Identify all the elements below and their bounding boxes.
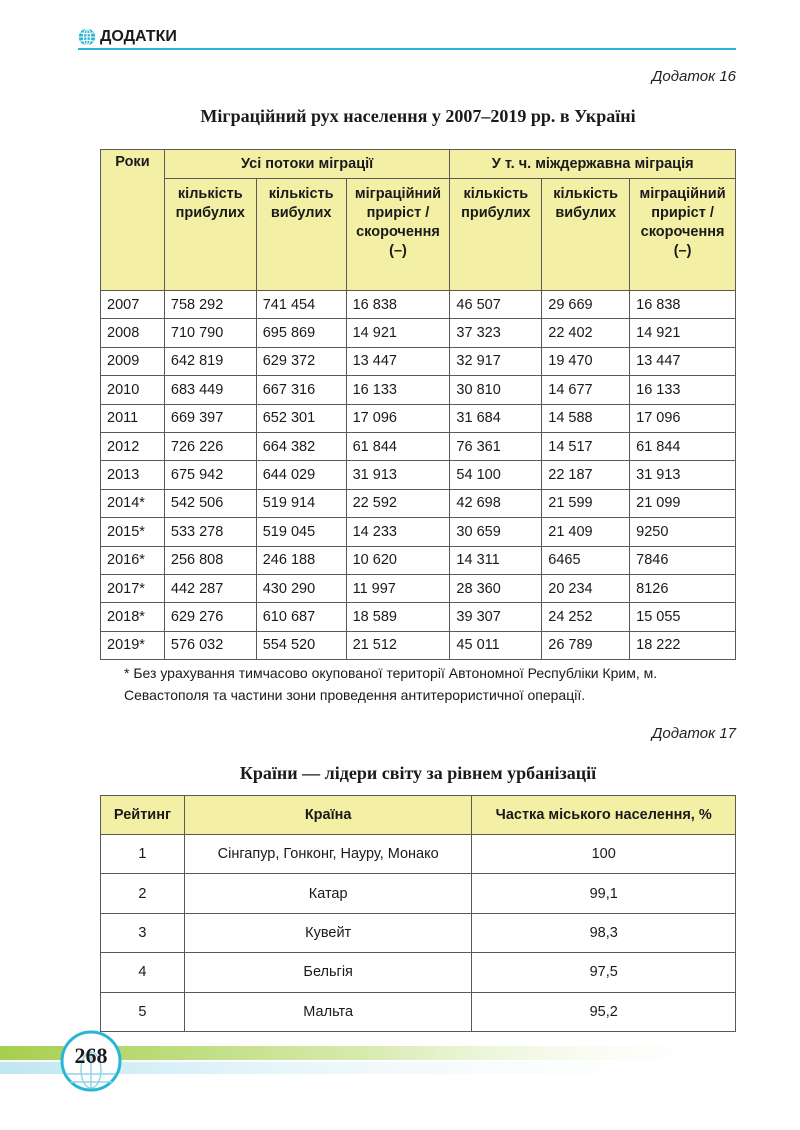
cell: 14 921 <box>630 319 736 347</box>
cell-year: 2017* <box>101 574 165 602</box>
cell: 14 921 <box>346 319 450 347</box>
cell: 519 045 <box>256 518 346 546</box>
appendix-17-label: Додаток 17 <box>651 725 736 742</box>
cell-country: Кувейт <box>184 913 471 952</box>
cell: 14 311 <box>450 546 542 574</box>
cell: 629 372 <box>256 347 346 375</box>
urbanization-table <box>100 795 736 1032</box>
col-interstate-departures: кількість вибулих <box>542 179 630 291</box>
cell: 24 252 <box>542 603 630 631</box>
table-row <box>101 835 736 874</box>
cell-year: 2011 <box>101 404 165 432</box>
globe-icon <box>78 28 96 46</box>
cell: 61 844 <box>346 432 450 460</box>
cell: 18 222 <box>630 631 736 659</box>
cell: 442 287 <box>164 574 256 602</box>
table-row <box>101 546 736 574</box>
cell: 246 188 <box>256 546 346 574</box>
table-row <box>101 319 736 347</box>
table-row <box>101 347 736 375</box>
cell-rank: 4 <box>101 953 185 992</box>
footnote: * Без урахування тимчасово окупованої території Автономної Республіки Крим, м. Севастополя та частини зони проведення антитерористичної операції. <box>124 665 658 703</box>
cell-year: 2013 <box>101 461 165 489</box>
table-row <box>101 992 736 1031</box>
cell-year: 2010 <box>101 376 165 404</box>
col-years: Роки <box>101 150 165 291</box>
page-number: 268 <box>74 1043 108 1068</box>
cell: 15 055 <box>630 603 736 631</box>
cell-year: 2016* <box>101 546 165 574</box>
cell-year: 2014* <box>101 489 165 517</box>
col-departures: кількість вибулих <box>256 179 346 291</box>
cell: 758 292 <box>164 291 256 319</box>
cell: 28 360 <box>450 574 542 602</box>
cell-share: 98,3 <box>472 913 736 952</box>
cell: 22 402 <box>542 319 630 347</box>
header-divider <box>78 48 736 50</box>
cell: 519 914 <box>256 489 346 517</box>
cell: 13 447 <box>346 347 450 375</box>
cell: 610 687 <box>256 603 346 631</box>
cell: 46 507 <box>450 291 542 319</box>
cell-year: 2008 <box>101 319 165 347</box>
cell-country: Мальта <box>184 992 471 1031</box>
cell: 54 100 <box>450 461 542 489</box>
cell: 18 589 <box>346 603 450 631</box>
cell: 20 234 <box>542 574 630 602</box>
table-row <box>101 518 736 546</box>
cell: 14 233 <box>346 518 450 546</box>
col-interstate-growth: міграційний приріст / скорочення (–) <box>630 179 736 291</box>
cell-share: 99,1 <box>472 874 736 913</box>
cell: 533 278 <box>164 518 256 546</box>
cell-year: 2019* <box>101 631 165 659</box>
cell-year: 2009 <box>101 347 165 375</box>
col-interstate-arrivals: кількість прибулих <box>450 179 542 291</box>
cell: 13 447 <box>630 347 736 375</box>
cell: 17 096 <box>346 404 450 432</box>
cell: 26 789 <box>542 631 630 659</box>
cell: 31 913 <box>630 461 736 489</box>
cell: 652 301 <box>256 404 346 432</box>
cell: 664 382 <box>256 432 346 460</box>
cell-year: 2015* <box>101 518 165 546</box>
col-growth: міграційний приріст / скорочення (–) <box>346 179 450 291</box>
appendix-16-label: Додаток 16 <box>651 68 736 85</box>
table-row <box>101 574 736 602</box>
cell: 31 913 <box>346 461 450 489</box>
section-title: ДОДАТКИ <box>100 28 177 45</box>
cell: 629 276 <box>164 603 256 631</box>
col-urban-share: Частка міського населення, % <box>472 796 736 835</box>
cell: 22 187 <box>542 461 630 489</box>
cell: 644 029 <box>256 461 346 489</box>
cell: 669 397 <box>164 404 256 432</box>
col-group-interstate: У т. ч. міждержавна міграція <box>450 150 736 179</box>
cell: 21 512 <box>346 631 450 659</box>
cell-rank: 1 <box>101 835 185 874</box>
cell-rank: 3 <box>101 913 185 952</box>
table-row <box>101 376 736 404</box>
col-rating: Рейтинг <box>101 796 185 835</box>
appendix-16-title: Міграційний рух населення у 2007–2019 рр. в Україні <box>200 106 636 126</box>
cell-year: 2012 <box>101 432 165 460</box>
table-row <box>101 631 736 659</box>
cell: 37 323 <box>450 319 542 347</box>
cell-country: Бельгія <box>184 953 471 992</box>
cell: 14 517 <box>542 432 630 460</box>
cell: 30 810 <box>450 376 542 404</box>
cell: 741 454 <box>256 291 346 319</box>
table-row <box>101 603 736 631</box>
table-row <box>101 874 736 913</box>
table-row <box>101 291 736 319</box>
cell: 14 677 <box>542 376 630 404</box>
cell: 16 133 <box>346 376 450 404</box>
cell: 45 011 <box>450 631 542 659</box>
cell: 8126 <box>630 574 736 602</box>
table-row <box>101 913 736 952</box>
cell: 430 290 <box>256 574 346 602</box>
cell: 10 620 <box>346 546 450 574</box>
cell-share: 95,2 <box>472 992 736 1031</box>
cell: 21 599 <box>542 489 630 517</box>
cell-country: Сінгапур, Гонконг, Науру, Монако <box>184 835 471 874</box>
cell: 22 592 <box>346 489 450 517</box>
cell: 21 099 <box>630 489 736 517</box>
cell: 726 226 <box>164 432 256 460</box>
cell: 29 669 <box>542 291 630 319</box>
cell-rank: 2 <box>101 874 185 913</box>
table-row <box>101 953 736 992</box>
cell: 256 808 <box>164 546 256 574</box>
cell: 17 096 <box>630 404 736 432</box>
cell: 9250 <box>630 518 736 546</box>
cell-rank: 5 <box>101 992 185 1031</box>
cell: 683 449 <box>164 376 256 404</box>
cell: 14 588 <box>542 404 630 432</box>
cell: 642 819 <box>164 347 256 375</box>
cell: 16 838 <box>346 291 450 319</box>
cell: 39 307 <box>450 603 542 631</box>
cell: 21 409 <box>542 518 630 546</box>
cell: 42 698 <box>450 489 542 517</box>
cell: 16 133 <box>630 376 736 404</box>
cell-share: 97,5 <box>472 953 736 992</box>
cell: 19 470 <box>542 347 630 375</box>
cell: 76 361 <box>450 432 542 460</box>
cell-country: Катар <box>184 874 471 913</box>
cell-year: 2018* <box>101 603 165 631</box>
cell: 576 032 <box>164 631 256 659</box>
cell: 11 997 <box>346 574 450 602</box>
cell: 7846 <box>630 546 736 574</box>
cell: 675 942 <box>164 461 256 489</box>
section-header <box>78 26 736 50</box>
table-row <box>101 489 736 517</box>
cell: 542 506 <box>164 489 256 517</box>
col-country: Країна <box>184 796 471 835</box>
table-row <box>101 432 736 460</box>
appendix-17-title: Країни — лідери світу за рівнем урбанізації <box>239 763 597 783</box>
cell-year: 2007 <box>101 291 165 319</box>
cell: 16 838 <box>630 291 736 319</box>
cell: 61 844 <box>630 432 736 460</box>
cell: 6465 <box>542 546 630 574</box>
cell: 667 316 <box>256 376 346 404</box>
table-row <box>101 404 736 432</box>
col-arrivals: кількість прибулих <box>164 179 256 291</box>
cell-share: 100 <box>472 835 736 874</box>
cell: 32 917 <box>450 347 542 375</box>
migration-table <box>100 149 736 660</box>
cell: 31 684 <box>450 404 542 432</box>
table-row <box>101 461 736 489</box>
cell: 695 869 <box>256 319 346 347</box>
cell: 30 659 <box>450 518 542 546</box>
cell: 554 520 <box>256 631 346 659</box>
cell: 710 790 <box>164 319 256 347</box>
col-group-all-flows: Усі потоки міграції <box>164 150 450 179</box>
